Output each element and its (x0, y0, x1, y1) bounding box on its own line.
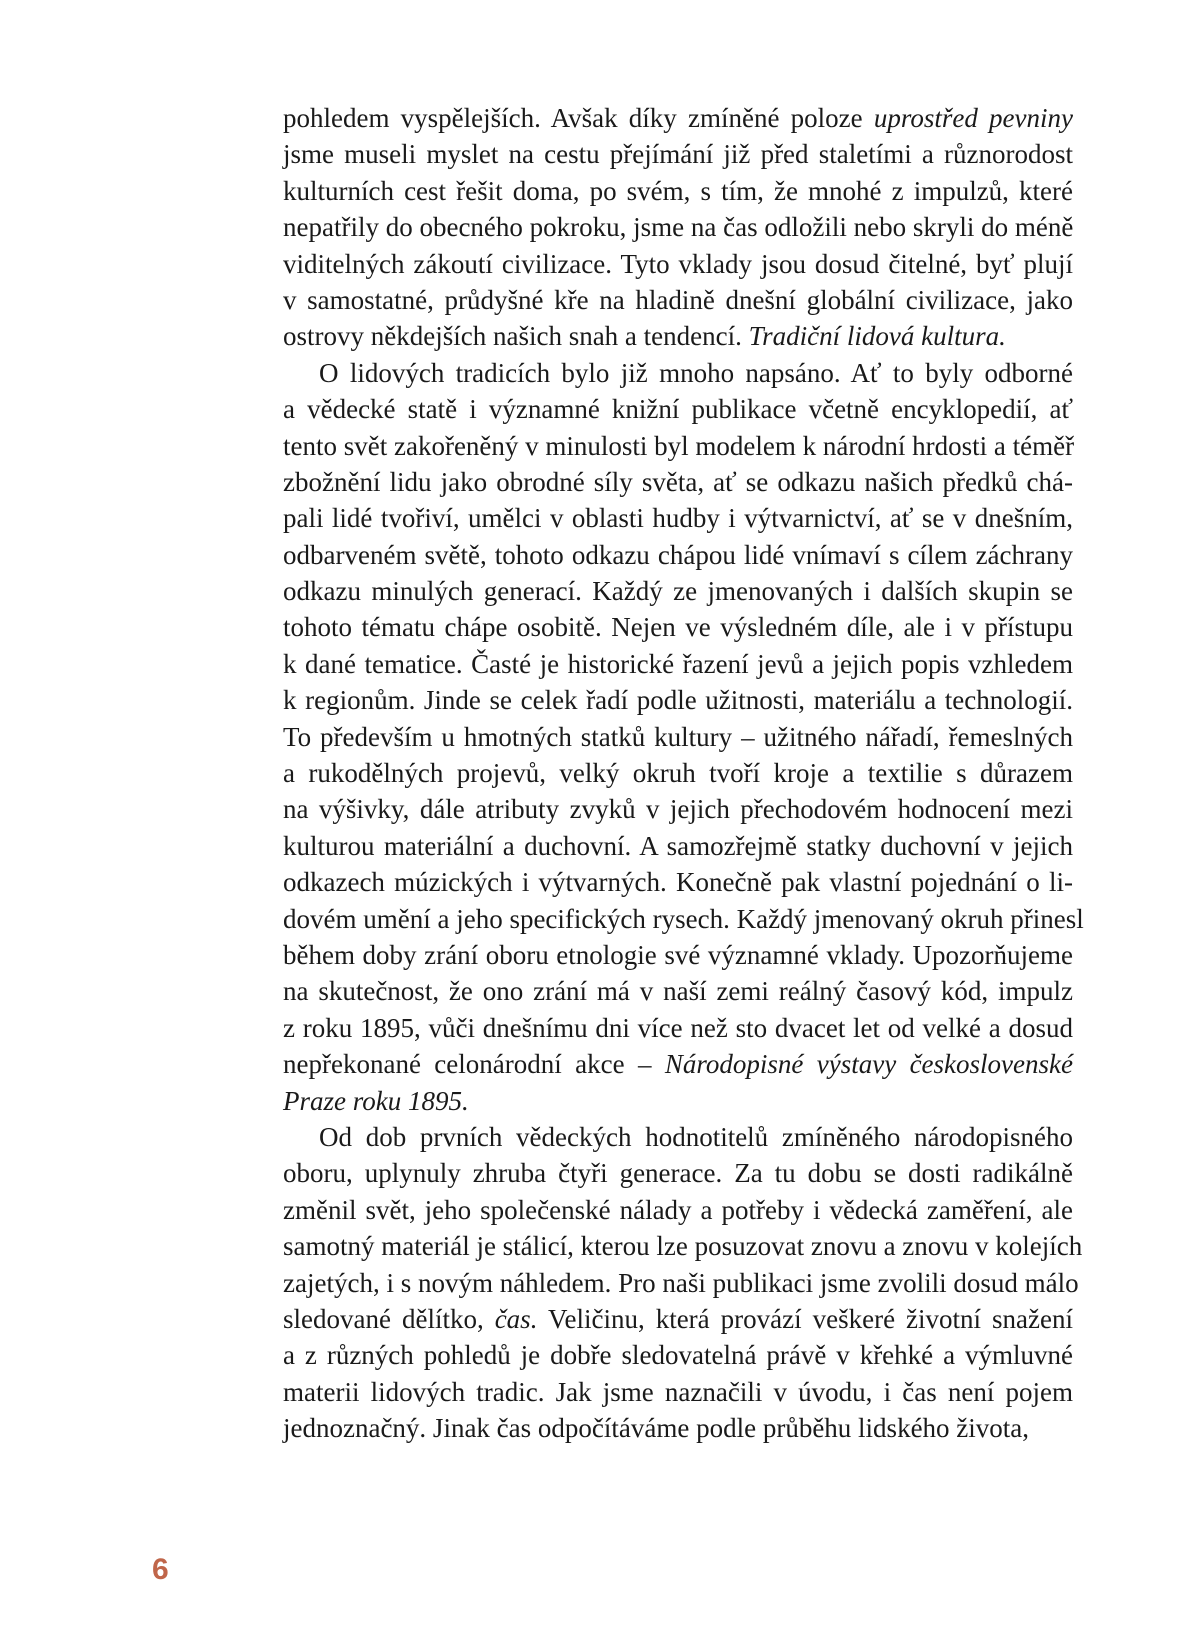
text-line (283, 1010, 1073, 1046)
text-line (283, 1155, 1073, 1191)
text-segment: v samostatné, průdyšné kře na hladině dnešní globální civilizace, jako (283, 284, 1073, 315)
text-line (283, 246, 1073, 282)
text-line (283, 537, 1073, 573)
text-segment: nepatřily do obecného pokroku, jsme na čas odložili nebo skryli do méně (283, 212, 1074, 243)
text-segment: odkazu minulých generací. Každý ze jmenovaných i dalších skupin se (283, 576, 1073, 607)
text-segment: kulturních cest řešit doma, po svém, s tím, že mnohé z impulzů, které (283, 175, 1073, 206)
text-segment: a z různých pohledů je dobře sledovatelná právě v křehké a výmluvné (283, 1340, 1073, 1371)
text-line (283, 1374, 1073, 1410)
text-line (283, 791, 1073, 827)
text-segment: na výšivky, dále atributy zvyků v jejich přechodovém hodnocení mezi (283, 794, 1073, 825)
body-text (283, 100, 1084, 1446)
italic-text: Praze roku 1895. (283, 1085, 469, 1116)
italic-text: čas. (494, 1303, 538, 1334)
italic-text: Tradiční lidová kultura. (748, 321, 1006, 352)
italic-text: uprostřed pevniny (873, 103, 1073, 133)
text-line (283, 1192, 1073, 1228)
text-line (283, 1410, 1073, 1446)
text-segment: z roku 1895, vůči dnešnímu dni více než sto dvacet let od velké a dosud (283, 1012, 1073, 1043)
text-line (283, 1301, 1073, 1337)
text-segment: k regionům. Jinde se celek řadí podle užitnosti, materiálu a technologií. (283, 685, 1073, 716)
text-line (283, 755, 1073, 791)
page-number: 6 (152, 1553, 169, 1586)
text-segment: zbožnění lidu jako obrodné síly světa, ať se odkazu našich předků chá- (283, 466, 1073, 497)
text-line (283, 500, 1073, 536)
text-segment: pohledem vyspělejších. Avšak díky zmíněné poloze (283, 103, 874, 133)
text-segment: Od dob prvních vědeckých hodnotitelů zmíněného národopisného (319, 1121, 1073, 1152)
text-line (283, 173, 1073, 209)
text-line (283, 1083, 1073, 1119)
text-line (283, 937, 1073, 973)
italic-text: Národopisné výstavy československé (664, 1049, 1073, 1080)
text-line (283, 1228, 1083, 1264)
text-line (283, 901, 1084, 937)
text-segment: jednoznačný. Jinak čas odpočítáváme podle průběhu lidského života, (283, 1413, 1030, 1444)
text-segment: na skutečnost, že ono zrání má v naší zemi reálný časový kód, impulz (283, 976, 1073, 1007)
text-line (283, 1119, 1073, 1155)
text-line (283, 828, 1073, 864)
text-line (283, 864, 1073, 900)
text-line (283, 136, 1073, 172)
text-segment: tohoto tématu chápe osobitě. Nejen ve výsledném díle, ale i v přístupu (283, 612, 1073, 643)
text-segment: a vědecké statě i významné knižní publikace včetně encyklopedií, ať (283, 394, 1073, 425)
text-segment: k dané tematice. Časté je historické řazení jevů a jejich popis vzhledem (283, 648, 1073, 679)
text-segment: tento svět zakořeněný v minulosti byl modelem k národní hrdosti a téměř (283, 430, 1075, 461)
text-line (283, 1046, 1073, 1082)
text-line (283, 391, 1073, 427)
text-line (283, 209, 1073, 245)
text-segment: samotný materiál je stálicí, kterou lze posuzovat znovu a znovu v kolejích (283, 1231, 1083, 1262)
text-line (283, 646, 1073, 682)
text-segment: ostrovy někdejších našich snah a tendencí. (283, 321, 749, 352)
text-segment: viditelných zákoutí civilizace. Tyto vklady jsou dosud čitelné, byť plují (283, 248, 1073, 279)
text-segment: dovém umění a jeho specifických rysech. Každý jmenovaný okruh přinesl (283, 903, 1084, 934)
text-segment: a rukodělných projevů, velký okruh tvoří kroje a textilie s důrazem (283, 758, 1073, 789)
text-segment: během doby zrání oboru etnologie své významné vklady. Upozorňujeme (283, 939, 1073, 970)
text-line (283, 719, 1073, 755)
text-segment: oboru, uplynuly zhruba čtyři generace. Za tu dobu se dosti radikálně (283, 1158, 1073, 1189)
text-segment: To především u hmotných statků kultury – užitného nářadí, řemeslných (283, 721, 1073, 752)
text-segment: materii lidových tradic. Jak jsme naznačili v úvodu, i čas není pojem (283, 1376, 1073, 1407)
text-segment: pali lidé tvořiví, umělci v oblasti hudby i výtvarnictví, ať se v dnešním, (283, 503, 1073, 534)
text-line (283, 355, 1073, 391)
text-segment: zajetých, i s novým náhledem. Pro naši publikaci jsme zvolili dosud málo (283, 1267, 1079, 1298)
text-line (283, 428, 1073, 464)
text-line (283, 282, 1073, 318)
text-line (283, 1265, 1079, 1301)
text-line (283, 682, 1073, 718)
paragraph (283, 100, 1073, 355)
text-line (283, 1337, 1073, 1373)
paragraph (283, 355, 1084, 1119)
text-segment: sledované dělítko, (283, 1303, 495, 1334)
text-line (283, 318, 1073, 354)
text-line (283, 973, 1073, 1009)
paragraph (283, 1119, 1083, 1447)
text-segment: Veličinu, která provází veškeré životní snažení (537, 1303, 1074, 1334)
text-segment: nepřekonané celonárodní akce – (283, 1049, 665, 1080)
text-segment: změnil svět, jeho společenské nálady a potřeby i vědecká zaměření, ale (283, 1194, 1073, 1225)
text-segment: kulturou materiální a duchovní. A samozřejmě statky duchovní v jejich (283, 830, 1073, 861)
text-line (283, 464, 1073, 500)
text-segment: odbarveném světě, tohoto odkazu chápou lidé vnímaví s cílem záchrany (283, 539, 1073, 570)
text-segment: O lidových tradicích bylo již mnoho napsáno. Ať to byly odborné (319, 357, 1073, 388)
text-line (283, 573, 1073, 609)
text-segment: jsme museli myslet na cestu přejímání již před staletími a různorodost (283, 139, 1073, 170)
text-segment: odkazech múzických i výtvarných. Konečně pak vlastní pojednání o li- (283, 867, 1073, 898)
text-line (283, 100, 1073, 136)
text-line (283, 609, 1073, 645)
